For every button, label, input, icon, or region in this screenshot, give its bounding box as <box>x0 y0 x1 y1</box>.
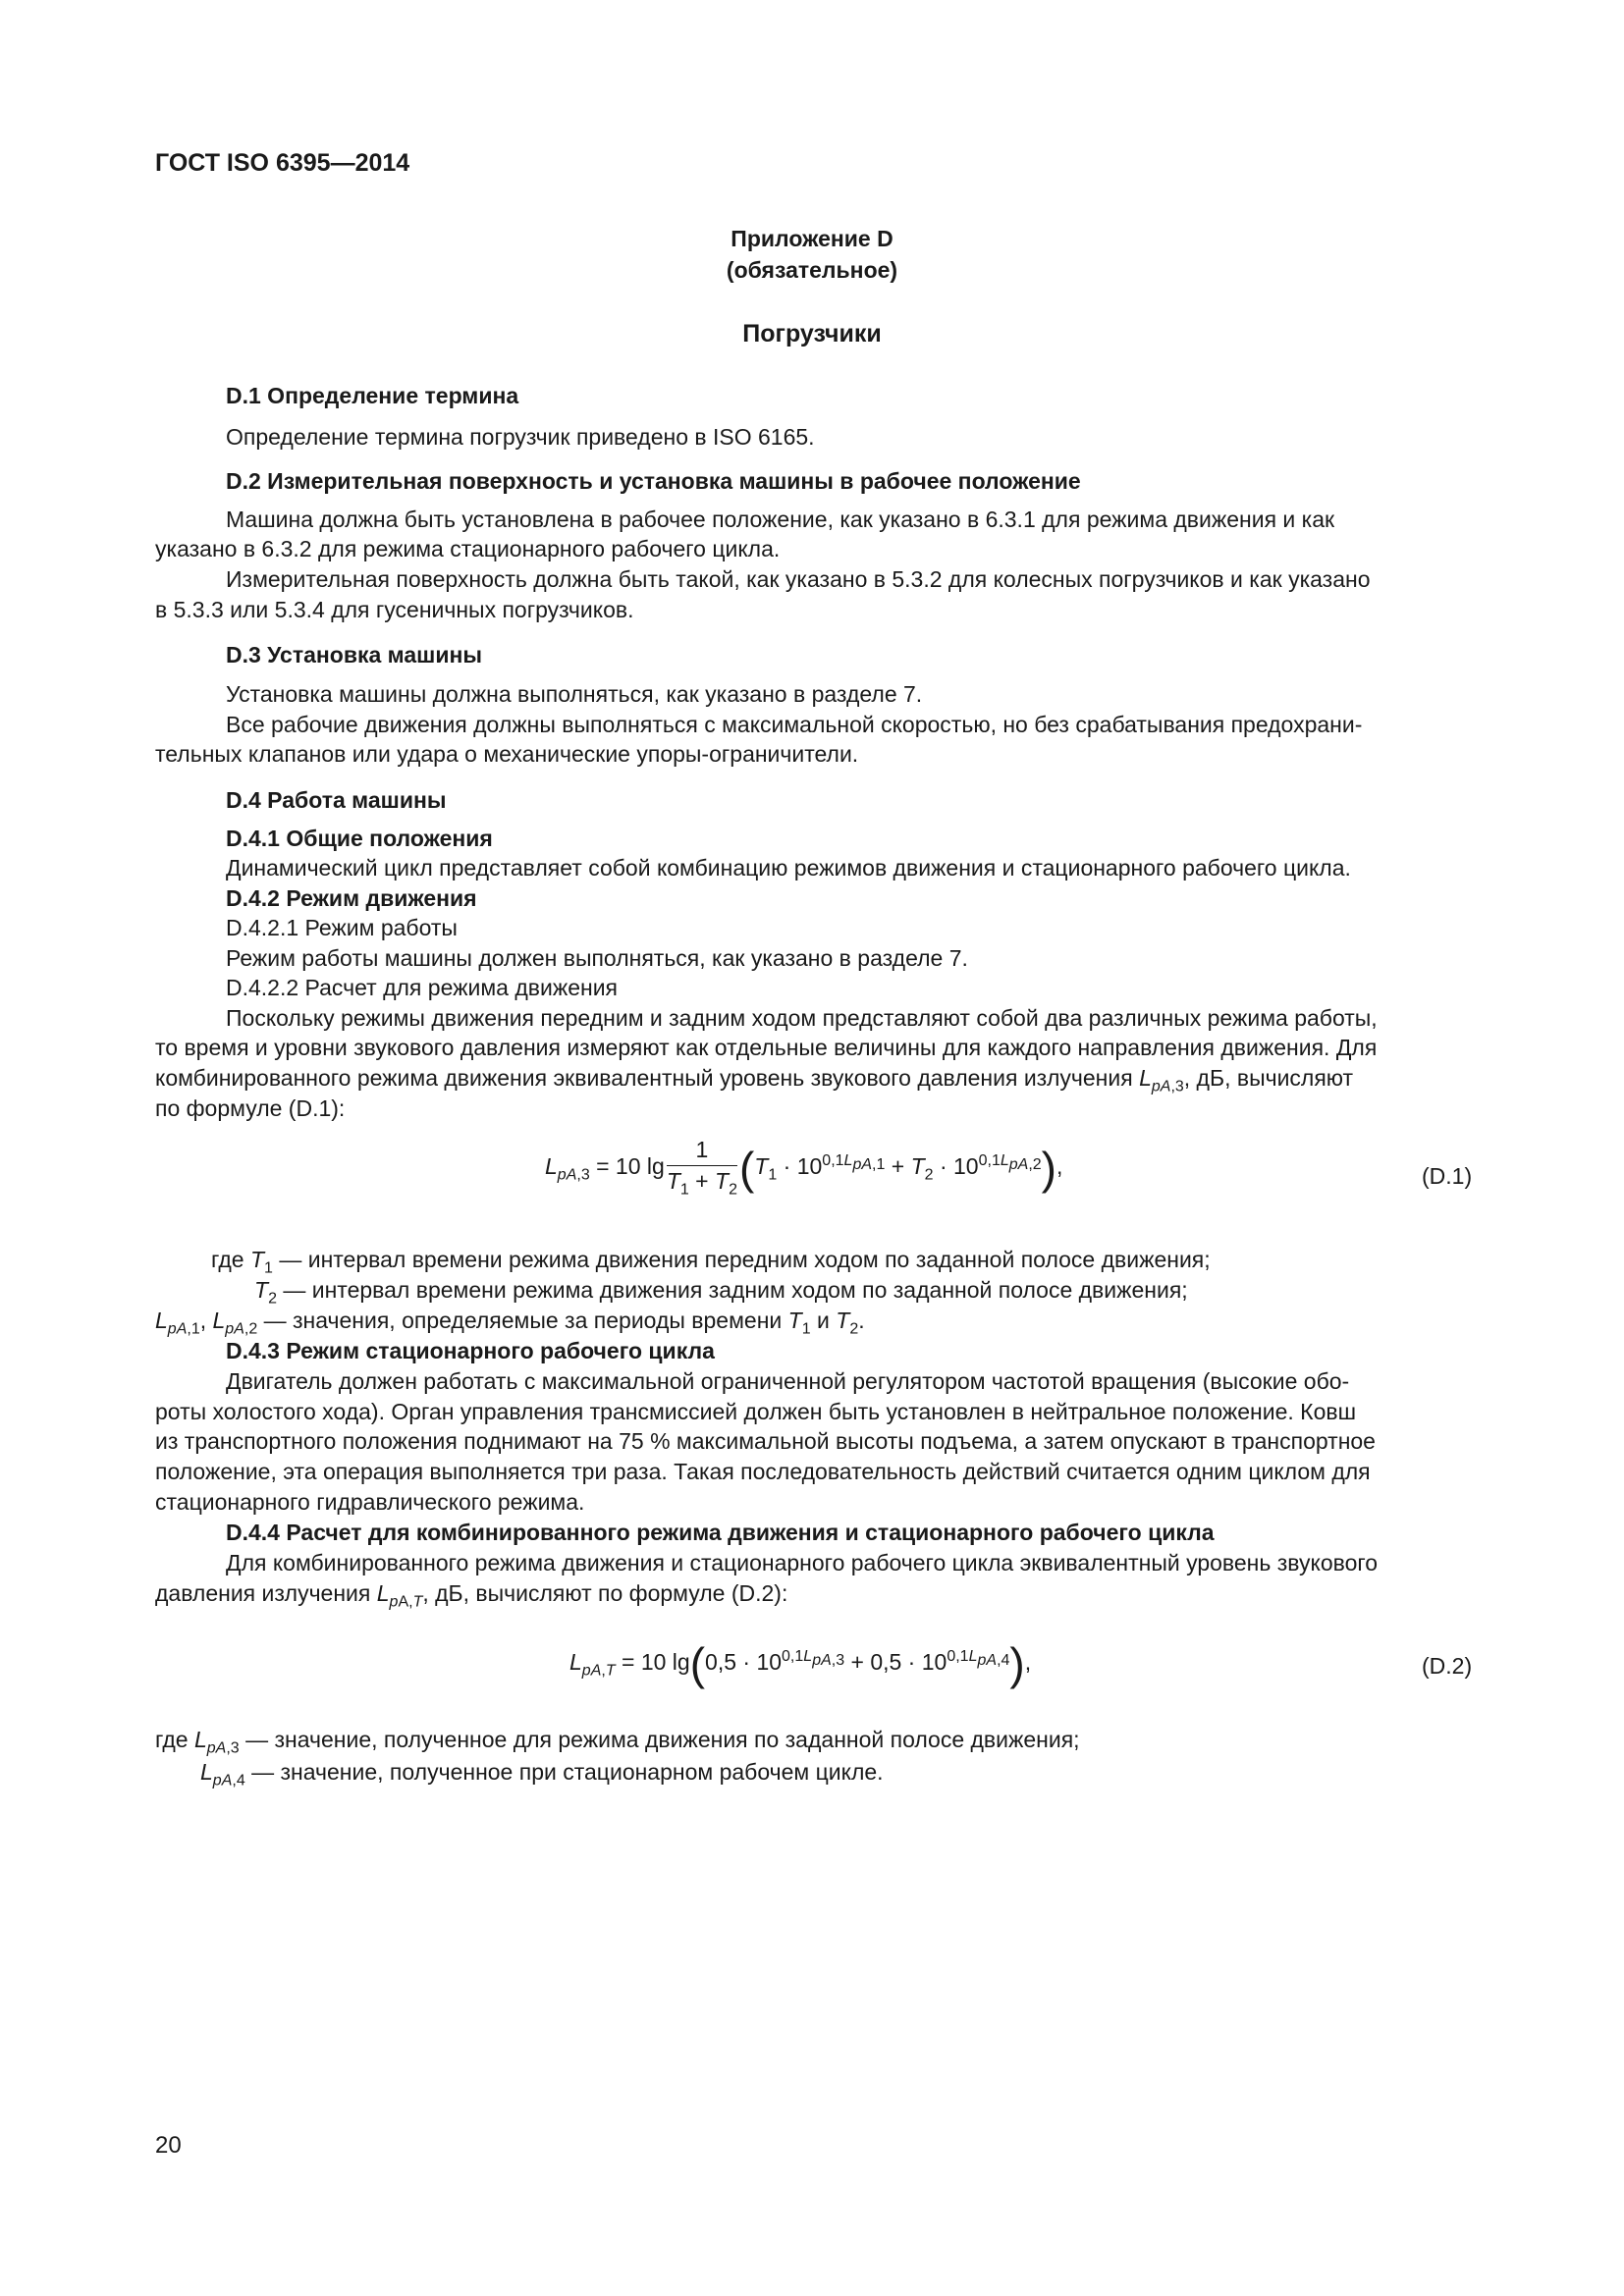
d421-text: Режим работы машины должен выполняться, как указано в разделе 7. <box>226 945 968 971</box>
formula-d2: $L_{pA,T} = 10$ $\lg(0,5 \cdot 10^{0,1L_{pA,3}} + 0,5 \cdot 10^{0,1L_{pA,4}})$, <box>569 1638 1032 1689</box>
where1-t2-text: — интервал времени режима движения задним ходом по заданной полосе движения; <box>283 1277 1188 1303</box>
d422-line2: то время и уровни звукового давления измеряют как отдельные величины для каждого направления движения. Для <box>155 1035 1378 1060</box>
d2-p2-line1: Измерительная поверхность должна быть такой, как указано в 5.3.2 для колесных погрузчиков и как указано <box>226 566 1371 592</box>
section-d43-heading: D.4.3 Режим стационарного рабочего цикла <box>226 1338 715 1363</box>
d44-line1: Для комбинированного режима движения и стационарного рабочего цикла эквивалентный уровень звукового <box>226 1550 1379 1575</box>
where-word: где <box>211 1247 244 1272</box>
d44-line2-text: давления излучения <box>155 1580 377 1606</box>
where1-t1: где $T_1$ — интервал времени режима движения передним ходом по заданной полосе движения; <box>211 1247 1211 1277</box>
annex-title: Приложение D <box>731 226 893 251</box>
d422-line3-tail: , дБ, вычисляют <box>1183 1065 1354 1091</box>
section-d1-text: Определение термина погрузчик приведено в ISO 6165. <box>226 424 815 450</box>
section-d4-heading: D.4 Работа машины <box>226 787 447 813</box>
where1-lpa-text: — значения, определяемые за периоды времени <box>263 1308 788 1333</box>
page-number: 20 <box>155 2132 182 2159</box>
section-d2-heading: D.2 Измерительная поверхность и установка машины в рабочее положение <box>226 468 1081 494</box>
where1-t2: $T_2$ — интервал времени режима движения задним ходом по заданной полосе движения; <box>254 1277 1188 1308</box>
section-d422-heading: D.4.2.2 Расчет для режима движения <box>226 975 618 1000</box>
d43-line1: Двигатель должен работать с максимальной ограниченной регулятором частотой вращения (высокие обо- <box>226 1368 1350 1394</box>
section-d1-heading: D.1 Определение термина <box>226 383 519 408</box>
where1-and: и <box>810 1308 837 1333</box>
annex-subject: Погрузчики <box>742 320 882 347</box>
where2-l3: где $L_{pA,3}$ — значение, полученное для режима движения по заданной полосе движения; <box>155 1727 1080 1757</box>
d422-line1: Поскольку режимы движения передним и задним ходом представляют собой два различных режима работы, <box>226 1005 1378 1031</box>
d44-line2: давления излучения $L_{pA,T}$, дБ, вычисляют по формуле (D.2): <box>155 1580 788 1611</box>
formula-d1: $L_{pA,3} = 10$ lg $\frac{1}{T_1 + T_2}$ $(T_1 \cdot 10^{0,1L_{pA,1}} + T_2 \cdot 10^{0,1L_{pA,2}})$, <box>545 1137 1063 1199</box>
d2-p1-line2: указано в 6.3.2 для режима стационарного рабочего цикла. <box>155 536 781 561</box>
d43-line3: из транспортного положения поднимают на 75 % максимальной высоты подъема, а затем опускают в транспортное <box>155 1428 1376 1454</box>
where1-t1-text: — интервал времени режима движения передним ходом по заданной полосе движения; <box>279 1247 1211 1272</box>
d422-line3-text: комбинированного режима движения эквивалентный уровень звукового давления излучения <box>155 1065 1140 1091</box>
section-d41-heading: D.4.1 Общие положения <box>226 826 493 851</box>
section-d44-heading: D.4.4 Расчет для комбинированного режима движения и стационарного рабочего цикла <box>226 1520 1215 1545</box>
d2-p2-line2: в 5.3.3 или 5.3.4 для гусеничных погрузчиков. <box>155 597 634 622</box>
section-d421-heading: D.4.2.1 Режим работы <box>226 915 458 940</box>
d3-p2-line1: Все рабочие движения должны выполняться с максимальной скоростью, но без срабатывания предохрани- <box>226 712 1363 737</box>
d3-p2-line2: тельных клапанов или удара о механические упоры-ограничители. <box>155 741 859 767</box>
d422-line4: по формуле (D.1): <box>155 1095 346 1121</box>
where1-lpa: $L_{pA,1}$, $L_{pA,2}$ — значения, определяемые за периоды времени $T_1$ и $T_2$. <box>155 1308 865 1338</box>
section-d3-heading: D.3 Установка машины <box>226 642 483 667</box>
d41-text: Динамический цикл представляет собой комбинацию режимов движения и стационарного рабочего цикла. <box>226 855 1351 881</box>
d2-p1-line1: Машина должна быть установлена в рабочее положение, как указано в 6.3.1 для режима движения и как <box>226 507 1335 532</box>
section-d42-heading: D.4.2 Режим движения <box>226 885 477 911</box>
where-word-2: где <box>155 1727 189 1752</box>
where2-l4: $L_{pA,4}$ — значение, полученное при стационарном рабочем цикле. <box>200 1759 884 1789</box>
equation-number-d2: (D.2) <box>1422 1653 1473 1679</box>
d44-line2-tail: , дБ, вычисляют по формуле (D.2): <box>422 1580 788 1606</box>
d43-line5: стационарного гидравлического режима. <box>155 1489 585 1515</box>
d43-line2: роты холостого хода). Орган управления трансмиссией должен быть установлен в нейтральное положение. Ковш <box>155 1399 1357 1424</box>
equation-number-d1: (D.1) <box>1422 1163 1473 1189</box>
d422-line3: комбинированного режима движения эквивалентный уровень звукового давления излучения $L_{pA,3}$, дБ, вычисляют <box>155 1065 1354 1095</box>
annex-status: (обязательное) <box>726 257 898 283</box>
document-code: ГОСТ ISO 6395—2014 <box>155 149 410 177</box>
where2-l4-text: — значение, полученное при стационарном рабочем цикле. <box>251 1759 884 1785</box>
d3-p1: Установка машины должна выполняться, как указано в разделе 7. <box>226 681 923 707</box>
where2-l3-text: — значение, полученное для режима движения по заданной полосе движения; <box>245 1727 1080 1752</box>
d43-line4: положение, эта операция выполняется три раза. Такая последовательность действий считается одним циклом для <box>155 1459 1371 1484</box>
